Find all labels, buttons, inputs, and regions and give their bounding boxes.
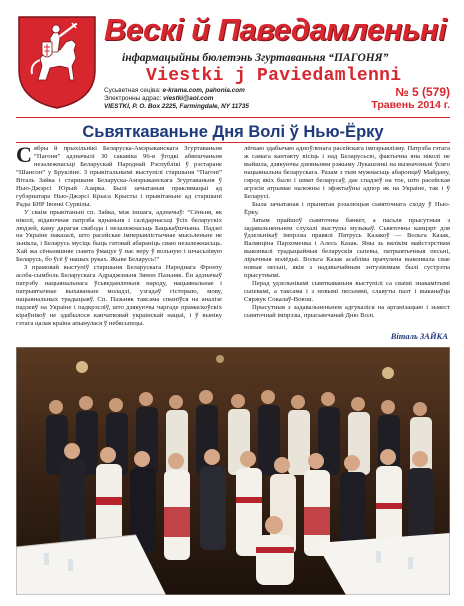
postal-address: VIESTKI, P. O. Box 2225, Farmingdale, NY 11735 [104,103,249,110]
newsletter-subtitle: інфармацыйны бюлетэнь Згуртаваньня “ПАГОНЯ” [122,52,389,64]
paragraph: Затым прайшоў сьвяточны банкет, а пасьля прысутныя з задавальненьнем слухалі выступы музыкаў. Сьвяточны канцэрт для ўдзельнікаў імпрэзы правялі Пятрусь Казакоў — Вольга Казак, Валянціна Пархоменка і Алесь Казак. Яны зь вялікім майстэрствам выконвалі традыцыйныя беларускія сьпевы, патрыятычныя песьні, лірычныя мэлёдыі. Вольга Казак асаблівa прачулена выконвала свае новыя песьні, якія з надзвычайным энтузіязмам былі сустрэты прысутнымі. [244,216,450,280]
paragraph: З прамовай выступіў старшыня Беларускага Народнага Фронту асоба-сымболь Беларускага Адраджэньня Зянон Пазьняк. Ён адзначыў патрэбу нацыянальнага ўсьведамленьня народу, нацыянальнае і патрыятычнае выхаваньне моладзі, узгадаў гісторыю, мову, нацыянальных традыцыяў. Сп. Пазьняк таксама спыніўся на аналізе падзеяў на Украіне і падкрэсліў, што дзякуючы чаргаде прамаскоўскіх кіраўнікоў не здабылося канчатковай украінскай нацыі, і ў выніку гэтага цалая краіна апынулася ў небясьпецы. [16,264,222,327]
email-label: Электронны адрас: [104,95,162,102]
paragraph: Перад удзельнікамі сьвяткаваньня выступілі са сваімі знакамітымі сьпевамі, а таксама і з новымі песьнямі, славуты паэт і выканаўца Сяржук Сокалаў-Воюш. [244,280,450,304]
paragraph: ябры й прыхільнікі Беларуска-Амэрыканскага Згуртаваньня “Пагоня” адзначылі 30 сакавіка 96-я ўгодкі абвешчаньня незалежнасьці Беларускай Народнай Рэспублікі ў рэстаране “Шансон” у Брукліне. З прывітальнымі выступілі старшыня “Пагоні” Віталь Зайка і старшыня Беларуска-Амэрыканскага Згуртаваньня ў Нью-Джэрсі Юрый Азарка. Былі зачытаныя праклямацыі ад губэрнатара Нью-Джэрсі Крыса Крысты і прывітаньне ад старшыні Рады БНР Івонкі Сурвілы. [16,145,222,208]
email-link[interactable]: viestki@aol.com [163,95,214,102]
paragraph: У сваім прывітаньні сп. Зайка, між іншага, адзначыў: “Сёньня, як ніколі, відавочная патрэба яднаньня і салідарнасьці ўсіх беларускіх людзей, каму дарагая свабода і незалежнасьць Бацькаўшчыны. Падзеі на Украіне паказалі, што расейскае імперыялістычнае мысьленьне не зьнікла, і Беларусь мусіць быць гатовай абараніць сваю незалежнасьць. Хай жа сёньняшняе сьвята ўмацуе ў нас веру ў вольную і шчасьлівую Беларусь, бо ўсё ў нашых руках. Жыве Беларусь!” [16,208,222,264]
article-column-left [16,145,222,345]
issue-date: Травень 2014 г. [371,99,450,111]
issue-number: № 5 (579) [395,85,450,99]
newsletter-title-latin: Viestki j Paviedamlenni [146,66,402,86]
article-headline: Сьвяткаваньне Дня Волі ў Нью-Ёрку [82,123,384,141]
article-author: Віталь ЗАЙКА [390,331,448,342]
contact-info [104,87,334,111]
web-link[interactable]: e-krama.com, pahonia.com [162,87,245,94]
article-column-right [244,145,450,345]
paragraph: лёгкаю здабычаю адноўленага расейскага імпэрыялізму. Патрэба гэтага ж самага кантакту вісіць і над Беларусьсю, фактычна яна ніколі не выйшла, дзякуючы дзеяньням рэжыму Лукашэнкі на вызначэньні ўсяго нацыянальна беларускага. Разам з тым мужнасьць абаронцаў Майдану, сярод якіх было і шмат беларусаў, дае спадзеў на тое, што расейская агрэсія атрымае належны і эфэктыўны адпор як на Украіне, так і ў Беларусі. [244,145,450,200]
newsletter-title: Вескі й Паведамленьні [104,12,447,47]
paragraph: Была зачытаная і прынятая рэзалюцыя сьвяточнага сходу ў Нью-Ёрку. [244,200,450,216]
masthead [0,0,464,112]
web-label: Сусьветная сеціва: [104,87,161,94]
paragraph: Прысутныя з задавальненьнем адгукаліся на арганізацыю і зьмест сьвяточнай імпрэзы, прысьвечанай Дню Волі. [244,304,450,320]
headline-divider [16,142,450,143]
group-photo [16,347,450,595]
drop-cap: С [16,145,32,167]
pahonia-coat-of-arms-icon [16,14,98,110]
issue-info [371,86,450,111]
top-divider [16,117,450,118]
